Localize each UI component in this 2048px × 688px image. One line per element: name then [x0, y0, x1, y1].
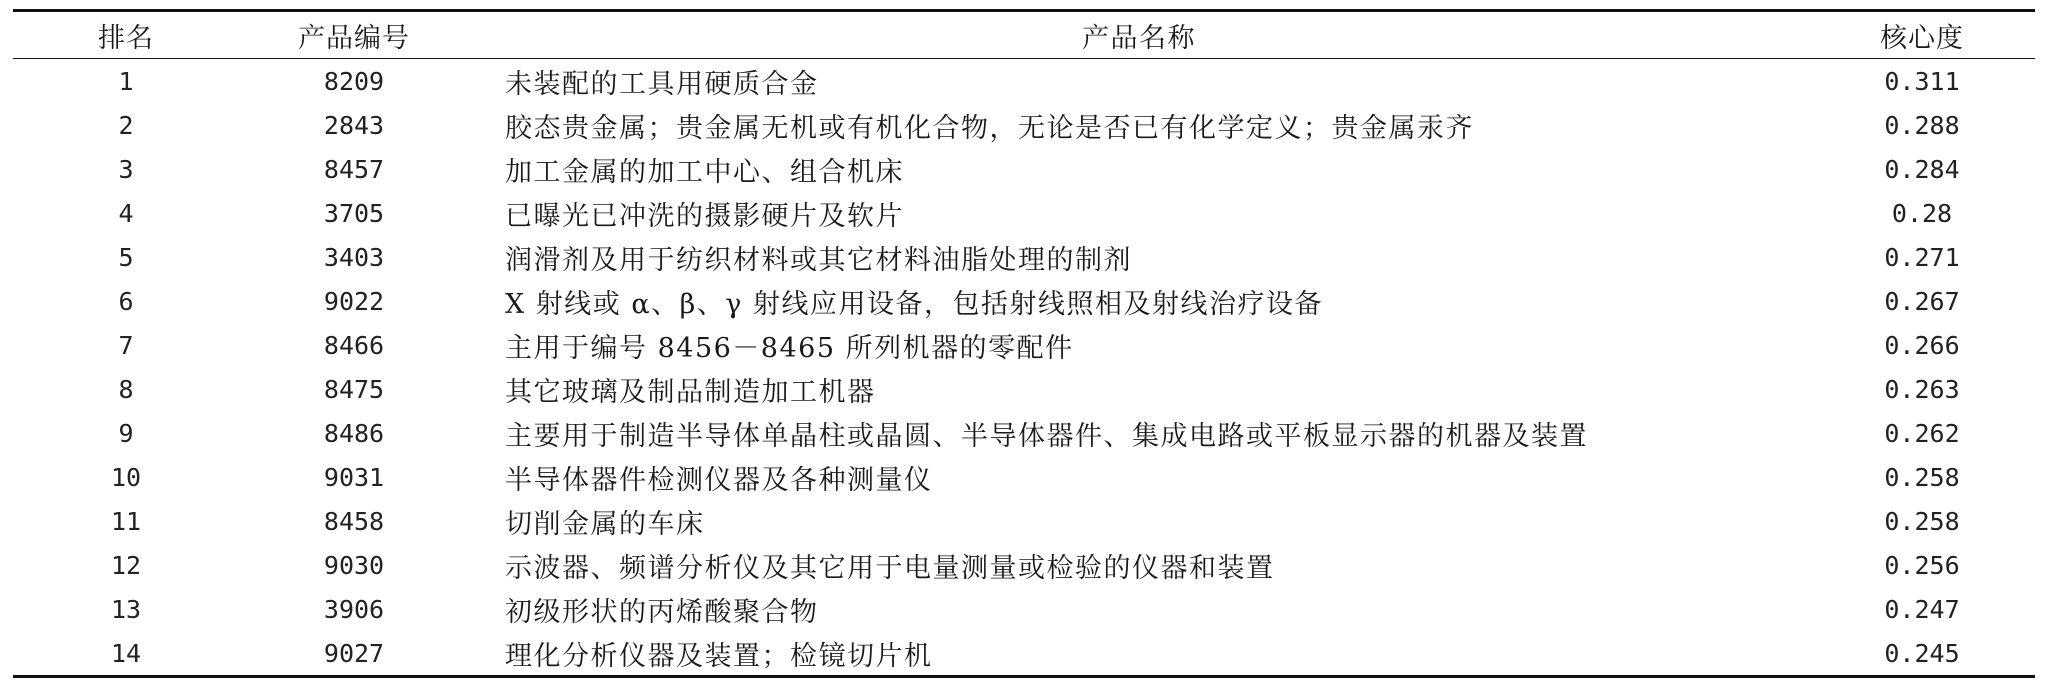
coreness-cell: 0.247 — [1884, 594, 1960, 624]
product-name-cell: 示波器、频谱分析仪及其它用于电量测量或检验的仪器和装置 — [505, 552, 1275, 584]
product-name-cell: 未装配的工具用硬质合金 — [505, 68, 819, 100]
coreness-cell: 0.311 — [1884, 66, 1960, 96]
coreness-cell: 0.266 — [1884, 330, 1960, 360]
table-row — [13, 147, 2035, 191]
coreness-cell: 0.258 — [1884, 506, 1960, 536]
table-row — [13, 367, 2035, 411]
rank-cell: 9 — [118, 418, 134, 448]
rank-cell: 10 — [110, 462, 142, 492]
product-code-cell: 9031 — [323, 462, 385, 492]
coreness-cell: 0.245 — [1884, 638, 1960, 668]
product-code-cell: 9022 — [323, 286, 385, 316]
coreness-cell: 0.284 — [1884, 154, 1960, 184]
rank-cell: 1 — [118, 66, 134, 96]
header-row — [13, 11, 2035, 59]
header-rank: 排名 — [98, 22, 154, 54]
product-code-cell: 3705 — [323, 198, 385, 228]
table-row — [13, 323, 2035, 367]
product-code-cell: 8458 — [323, 506, 385, 536]
product-coreness-table-container — [13, 9, 2035, 678]
table-row — [13, 59, 2035, 104]
coreness-cell: 0.256 — [1884, 550, 1960, 580]
product-name-cell: 半导体器件检测仪器及各种测量仪 — [505, 464, 933, 496]
table-row — [13, 499, 2035, 543]
coreness-cell: 0.263 — [1884, 374, 1960, 404]
coreness-cell: 0.288 — [1884, 110, 1960, 140]
product-name-cell: X 射线或 α、β、γ 射线应用设备，包括射线照相及射线治疗设备 — [505, 288, 1323, 320]
rank-cell: 13 — [110, 594, 142, 624]
table-row — [13, 631, 2035, 677]
rank-cell: 6 — [118, 286, 134, 316]
product-name-cell: 理化分析仪器及装置；检镜切片机 — [505, 640, 933, 672]
rank-cell: 14 — [110, 638, 142, 668]
product-code-cell: 8209 — [323, 66, 385, 96]
product-name-cell: 主要用于制造半导体单晶柱或晶圆、半导体器件、集成电路或平板显示器的机器及装置 — [505, 420, 1588, 452]
coreness-cell: 0.271 — [1884, 242, 1960, 272]
rank-cell: 2 — [118, 110, 134, 140]
product-code-cell: 8486 — [323, 418, 385, 448]
rank-cell: 12 — [110, 550, 142, 580]
table-row — [13, 191, 2035, 235]
table-body — [13, 59, 2035, 677]
product-name-cell: 切削金属的车床 — [505, 508, 705, 540]
product-name-cell: 初级形状的丙烯酸聚合物 — [505, 596, 819, 628]
product-code-cell: 3906 — [323, 594, 385, 624]
table-row — [13, 411, 2035, 455]
product-code-cell: 8475 — [323, 374, 385, 404]
table-row — [13, 455, 2035, 499]
rank-cell: 11 — [110, 506, 142, 536]
product-name-cell: 其它玻璃及制品制造加工机器 — [505, 376, 876, 408]
product-code-cell: 8457 — [323, 154, 385, 184]
product-code-cell: 8466 — [323, 330, 385, 360]
product-code-cell: 2843 — [323, 110, 385, 140]
table-row — [13, 103, 2035, 147]
header-product-name: 产品名称 — [1082, 22, 1196, 54]
coreness-cell: 0.28 — [1891, 198, 1953, 228]
product-name-cell: 已曝光已冲洗的摄影硬片及软片 — [505, 200, 904, 232]
rank-cell: 7 — [118, 330, 134, 360]
rank-cell: 4 — [118, 198, 134, 228]
header-coreness: 核心度 — [1880, 22, 1964, 54]
rank-cell: 5 — [118, 242, 134, 272]
table-header — [13, 11, 2035, 59]
coreness-cell: 0.267 — [1884, 286, 1960, 316]
product-name-cell: 主用于编号 8456－8465 所列机器的零配件 — [505, 332, 1074, 364]
header-product-code: 产品编号 — [298, 22, 410, 54]
table-row — [13, 279, 2035, 323]
rank-cell: 3 — [118, 154, 134, 184]
product-name-cell: 润滑剂及用于纺织材料或其它材料油脂处理的制剂 — [505, 244, 1132, 276]
table-row — [13, 235, 2035, 279]
product-coreness-table — [13, 9, 2035, 678]
table-row — [13, 587, 2035, 631]
product-name-cell: 胶态贵金属；贵金属无机或有机化合物，无论是否已有化学定义；贵金属汞齐 — [505, 112, 1474, 144]
rank-cell: 8 — [118, 374, 134, 404]
product-code-cell: 9027 — [323, 638, 385, 668]
table-row — [13, 543, 2035, 587]
product-name-cell: 加工金属的加工中心、组合机床 — [505, 156, 904, 188]
coreness-cell: 0.258 — [1884, 462, 1960, 492]
product-code-cell: 9030 — [323, 550, 385, 580]
product-code-cell: 3403 — [323, 242, 385, 272]
coreness-cell: 0.262 — [1884, 418, 1960, 448]
